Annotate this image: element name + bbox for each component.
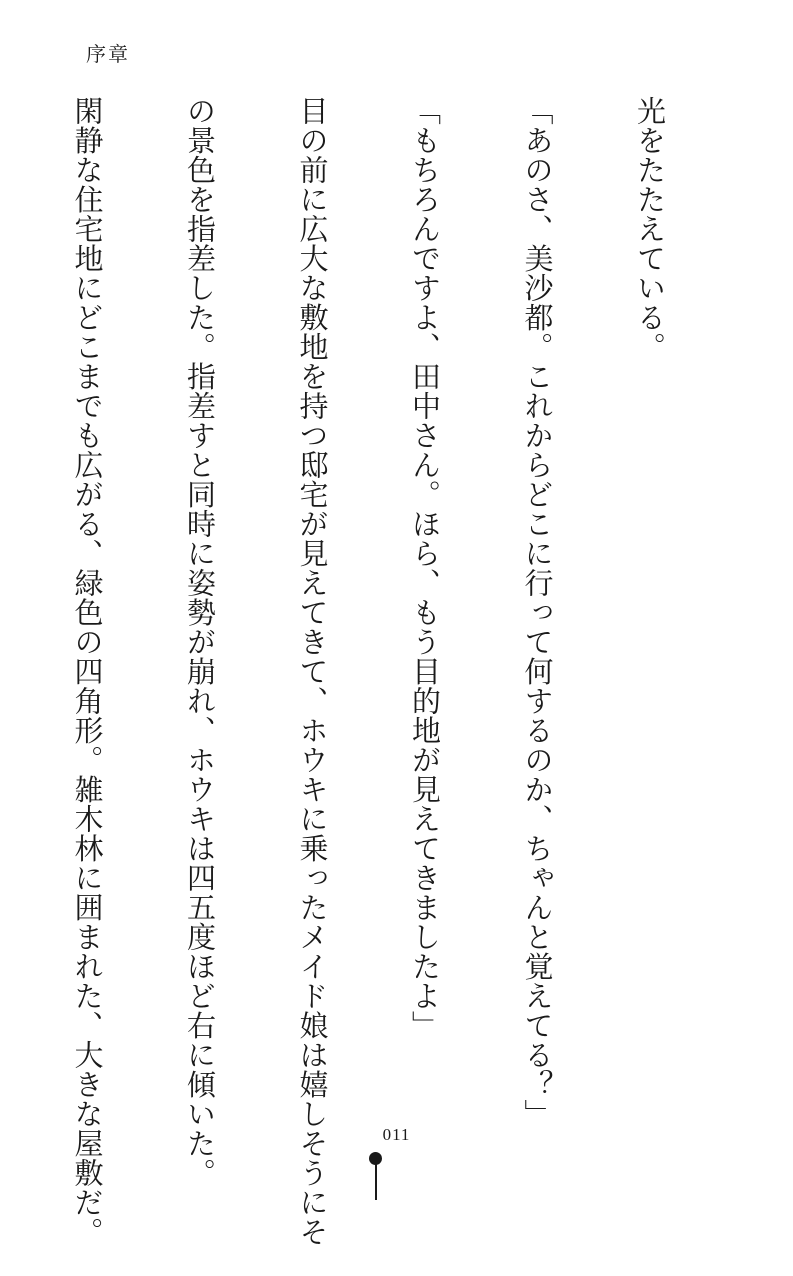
text-line: 光をたたえている。 <box>633 96 667 362</box>
text-line: の景色を指差した。指差すと同時に姿勢が崩れ、ホウキは四五度ほど右に傾いた。 <box>183 96 217 1188</box>
page-number: 011 <box>382 1125 411 1144</box>
text-line: 目の前に広大な敷地を持つ邸宅が見えてきて、ホウキに乗ったメイド娘は嬉しそうにそ <box>295 96 330 1247</box>
text-line: 「もちろんですよ、田中さん。ほら、もう目的地が見えてきましたよ」 <box>408 96 442 1040</box>
chapter-title: 序章 <box>86 42 130 66</box>
text-line: 閑静な住宅地にどこまでも広がる、緑色の四角形。雑木林に囲まれた、大きな屋敷だ。 <box>70 96 105 1247</box>
text-line: 「あのさ、美沙都。これからどこに行って何するのか、ちゃんと覚えてる？」 <box>520 96 555 1129</box>
thumb-index-line <box>375 1160 377 1200</box>
